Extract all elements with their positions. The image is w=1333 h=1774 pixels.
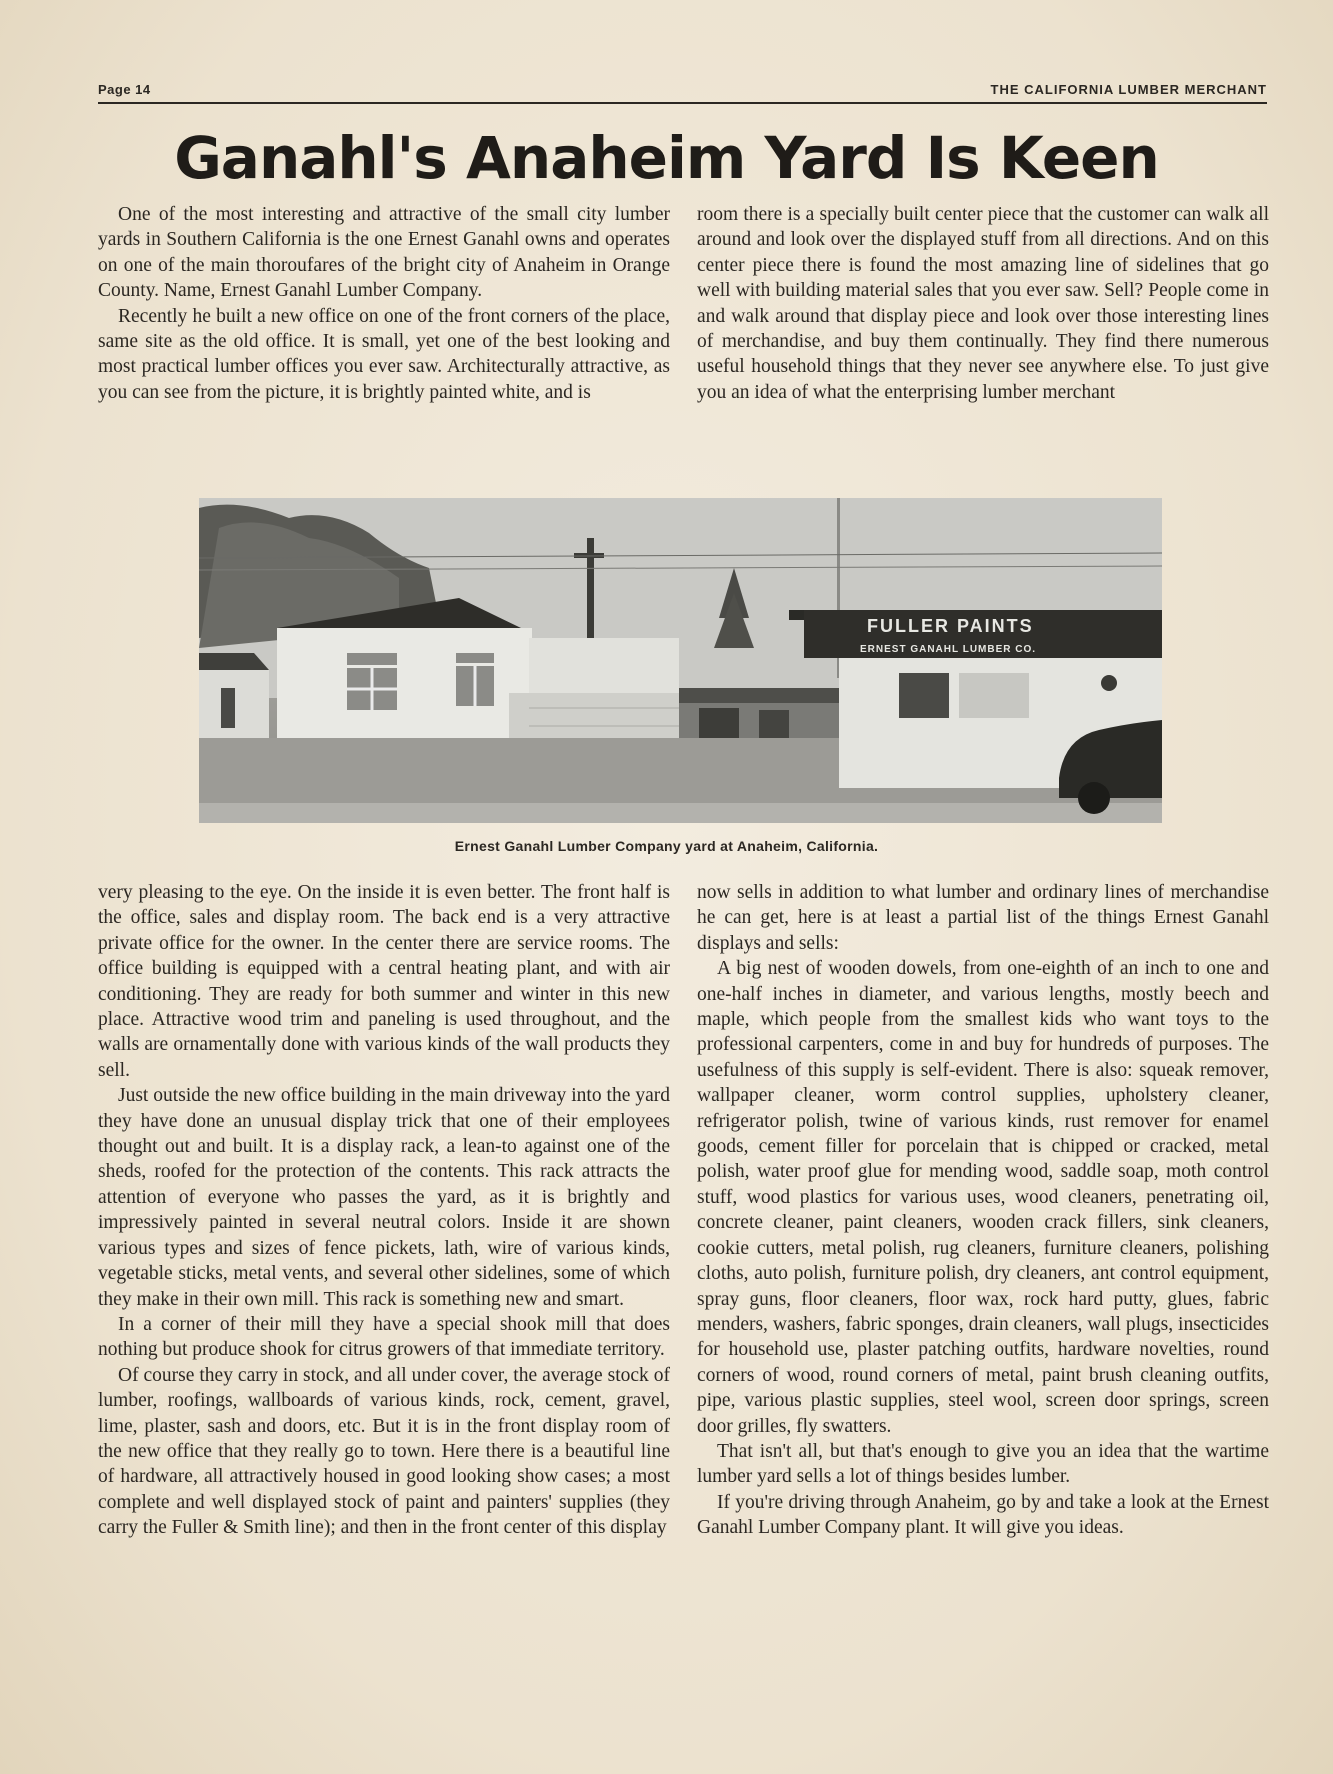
publication-title: THE CALIFORNIA LUMBER MERCHANT xyxy=(990,82,1267,97)
paragraph: That isn't all, but that's enough to give you an idea that the wartime lumber yard sells a lot of things besides lumber. xyxy=(697,1440,1269,1488)
paragraph: A big nest of wooden dowels, from one-eighth of an inch to one and one-half inches in diameter, and various lengths, mostly beech and maple, which people from the smallest kids who want toys to the professional carpenters, come in and buy for hundreds of purposes. The usefulness of this supply is self-evident. There is also: squeak remover, wallpaper cleaner, worm control supplies, upholstery cleaner, refrigerator polish, twine of various kinds, rust remover for enamel goods, cement filler for porcelain that is chipped or cracked, metal polish, water proof glue for mending wood, saddle soap, moth control stuff, wood plastics for various uses, wood cleaners, penetrating oil, concrete cleaner, paint cleaners, wooden crack fillers, sink cleaners, cookie cutters, metal polish, rug cleaners, furniture cleaners, polishing cloths, auto polish, furniture polish, dry cleaners, ant control equipment, spray guns, floor cleaners, floor wax, rock hard putty, glues, fabric menders, washers, fabric sponges, drain cleaners, wall plugs, insecticides for household use, plaster patching outfits, hardware novelties, round corners of wood, round corners of metal, paint brush cleaning outfits, pipe, various plastic supplies, steel wool, screen door springs, screen door grilles, fly swatters. xyxy=(697,958,1269,1437)
article-column-1 xyxy=(98,202,670,405)
paragraph: One of the most interesting and attractive of the small city lumber yards in Southern California is the one Ernest Ganahl owns and operates on one of the main thoroufares of the bright city of Anaheim in Orange County. Name, Ernest Ganahl Lumber Company. xyxy=(98,204,670,302)
paragraph: Just outside the new office building in the main driveway into the yard they have done an unusual display trick that one of their employees thought out and built. It is a display rack, a lean-to against one of the sheds, roofed for the protection of the contents. This rack attracts the attention of everyone who passes the yard, as it is brightly and impressively painted in several neutral colors. Inside it are shown various types and sizes of fence pickets, lath, wire of various kinds, vegetable sticks, metal vents, and several other sidelines, some of which they make in their own mill. This rack is something new and smart. xyxy=(98,1085,670,1310)
sign-text-lumber-co: ERNEST GANAHL LUMBER CO. xyxy=(860,644,1037,655)
article-column-3 xyxy=(98,880,670,1541)
photo-caption: Ernest Ganahl Lumber Company yard at Anaheim, California. xyxy=(454,838,879,854)
paragraph: very pleasing to the eye. On the inside it is even better. The front half is the office, sales and display room. The back end is a very attractive private office for the owner. In the center there are service rooms. The office building is equipped with a central heating plant, and with air conditioning. They are ready for both summer and winter in this new place. Attractive wood trim and paneling is used throughout, and the walls are ornamentally done with various kinds of the wall products they sell. xyxy=(98,882,670,1081)
page-number: Page 14 xyxy=(98,82,151,97)
paragraph: room there is a specially built center piece that the customer can walk all around and look over the displayed stuff from all directions. And on this center piece there is found the most amazing line of sidelines that go well with building material sales that you ever saw. Sell? People come in and walk around that display piece and look over those interesting lines of merchandise, and buy them continually. They find there numerous useful household things that they never see anywhere else. To just give you an idea of what the enterprising lumber merchant xyxy=(697,204,1269,403)
paragraph: Of course they carry in stock, and all under cover, the average stock of lumber, roofings, wallboards of various kinds, rock, cement, gravel, lime, plaster, sash and doors, etc. But it is in the front display room of the new office that they really go to town. Here there is a beautiful line of hardware, all attractively housed in good looking show cases; a most complete and well displayed stock of paint and painters' supplies (they carry the Fuller & Smith line); and then in the front center of this display xyxy=(98,1364,670,1539)
article-column-4 xyxy=(697,880,1269,1541)
paragraph: If you're driving through Anaheim, go by and take a look at the Ernest Ganahl Lumber Company plant. It will give you ideas. xyxy=(697,1491,1269,1539)
article-headline: Ganahl's Anaheim Yard Is Keen xyxy=(174,124,1159,192)
paragraph: now sells in addition to what lumber and ordinary lines of merchandise he can get, here is at least a partial list of the things Ernest Ganahl displays and sells: xyxy=(697,882,1269,954)
sign-text-fuller-paints: FULLER PAINTS xyxy=(867,616,1034,636)
paragraph: In a corner of their mill they have a special shook mill that does nothing but produce shook for citrus growers of that immediate territory. xyxy=(98,1313,670,1361)
running-header xyxy=(98,80,1267,104)
photo-illustration xyxy=(199,498,1162,823)
yard-photograph xyxy=(199,498,1162,823)
article-column-2 xyxy=(697,202,1269,405)
paragraph: Recently he built a new office on one of the front corners of the place, same site as the old office. It is small, yet one of the best looking and most practical lumber offices you ever saw. Architecturally attractive, as you can see from the picture, it is brightly painted white, and is xyxy=(98,305,670,403)
